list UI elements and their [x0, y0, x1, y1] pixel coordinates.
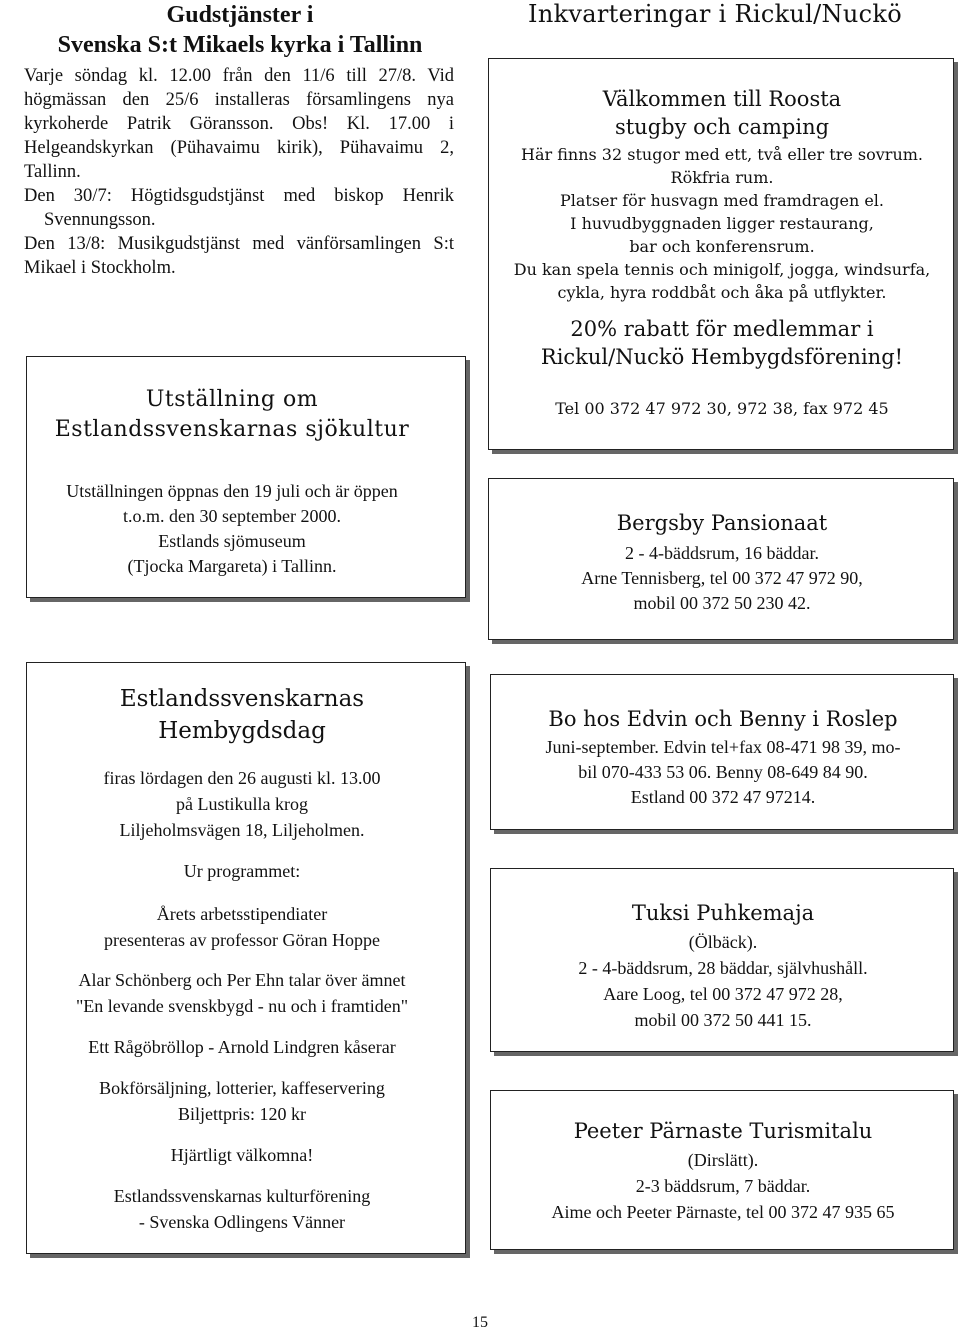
intro-line: firas lördagen den 26 augusti kl. 13.00: [103, 768, 381, 788]
church-item-1: Den 30/7: Högtidsgudstjänst med biskop Henrik Svennungsson.: [24, 186, 454, 230]
exhibition-title: [27, 385, 437, 445]
roslep-details: [491, 735, 955, 810]
signature-line: Estlandssvenskarnas kulturförening: [113, 1186, 371, 1206]
bergsby-details: [489, 541, 955, 616]
roosta-discount-line2: Rickul/Nuckö Hembygdsförening!: [540, 345, 904, 369]
organizer-signature: [27, 1183, 457, 1235]
roosta-phone: Tel 00 372 47 972 30, 972 38, fax 972 45: [555, 399, 889, 418]
peeter-box: [490, 1090, 954, 1250]
church-title-line1: Gudstjänster i: [166, 2, 314, 28]
hembygdsdag-intro: [27, 765, 457, 843]
roosta-line: Platser för husvagn med framdragen el.: [559, 191, 885, 210]
exhibition-title-line2: Estlandssvenskarnas sjökultur: [54, 417, 410, 442]
program-item-1: [27, 901, 457, 953]
church-paragraph: Varje söndag kl. 12.00 från den 11/6 till 27/8. Vid högmässan den 25/6 installeras församlingens nya kyrkoherde Patrik Göransson. Obs! Kl. 17.00 i Helgeandskyrkan (Pühavaimu kirik), Pühavaimu 2, Tallinn.: [24, 66, 454, 182]
roslep-line: Juni-september. Edvin tel+fax 08-471 98 39, mo-: [545, 737, 901, 757]
program-line: Bokförsäljning, lotterier, kaffeservering: [99, 1078, 385, 1098]
roosta-line: Du kan spela tennis och minigolf, jogga, windsurfa,: [513, 260, 931, 279]
exhibition-line-2: t.o.m. den 30 september 2000.: [123, 506, 341, 526]
exhibition-box: [26, 356, 466, 598]
tuksi-line: Aare Loog, tel 00 372 47 972 28,: [603, 984, 843, 1004]
roslep-box: [490, 674, 954, 830]
welcome-text: Hjärtligt välkomna!: [170, 1145, 314, 1165]
hembygdsdag-title-line2: Hembygdsdag: [158, 718, 326, 744]
roslep-line: Estland 00 372 47 97214.: [630, 787, 816, 807]
program-item-2: [27, 967, 457, 1019]
roosta-line: Rökfria rum.: [670, 168, 774, 187]
roosta-line: bar och konferensrum.: [629, 237, 815, 256]
program-line: presenteras av professor Göran Hoppe: [104, 930, 380, 950]
hembygdsdag-box: [26, 662, 466, 1254]
church-title-line2: Svenska S:t Mikaels kyrka i Tallinn: [57, 32, 423, 58]
church-services-text: [24, 64, 454, 280]
intro-line: Liljeholmsvägen 18, Liljeholmen.: [119, 820, 365, 840]
roslep-title: Bo hos Edvin och Benny i Roslep: [548, 707, 898, 731]
roosta-discount: [489, 315, 955, 371]
tuksi-title: Tuksi Puhkemaja: [631, 901, 815, 925]
program-item-3: Ett Rågöbröllop - Arnold Lindgren kåserar: [88, 1037, 396, 1057]
program-line: Alar Schönberg och Per Ehn talar över ämnet: [78, 970, 406, 990]
roosta-line: I huvudbyggnaden ligger restaurang,: [570, 214, 874, 233]
roosta-details: [489, 143, 955, 304]
tuksi-box: [490, 868, 954, 1052]
program-line: Årets arbetsstipendiater: [156, 904, 328, 924]
roosta-box: [488, 58, 954, 450]
exhibition-line-1: Utställningen öppnas den 19 juli och är öppen: [66, 481, 398, 501]
peeter-line: (Dirslätt).: [687, 1150, 759, 1170]
exhibition-line-3: Estlands sjömuseum: [158, 531, 306, 551]
tuksi-line: (Ölbäck).: [688, 932, 758, 952]
roosta-line: cykla, hyra roddbåt och åka på utflykter.: [557, 283, 887, 302]
lodging-heading: Inkvarteringar i Rickul/Nuckö: [528, 0, 902, 28]
roosta-title-line1: Välkommen till Roosta: [602, 87, 842, 111]
roosta-title: [489, 85, 955, 141]
peeter-line: Aime och Peeter Pärnaste, tel 00 372 47 935 65: [551, 1202, 895, 1222]
exhibition-text: [27, 479, 437, 579]
bergsby-title: Bergsby Pansionaat: [616, 511, 828, 535]
tuksi-details: [491, 929, 955, 1033]
church-item-2: Den 13/8: Musikgudstjänst med vänförsamlingen S:t Mikael i Stockholm.: [24, 234, 454, 278]
roslep-line: bil 070-433 53 06. Benny 08-649 84 90.: [578, 762, 868, 782]
program-item-4: [27, 1075, 457, 1127]
roosta-title-line2: stugby och camping: [614, 115, 830, 139]
peeter-title: Peeter Pärnaste Turismitalu: [573, 1119, 873, 1143]
page-number: 15: [472, 1314, 488, 1331]
signature-line: - Svenska Odlingens Vänner: [138, 1212, 346, 1232]
bergsby-box: [488, 478, 954, 640]
exhibition-line-4: (Tjocka Margareta) i Tallinn.: [127, 556, 337, 576]
bergsby-line: 2 - 4-bäddsrum, 16 bäddar.: [625, 543, 819, 563]
tuksi-line: 2 - 4-bäddsrum, 28 bäddar, självhushåll.: [578, 958, 868, 978]
peeter-details: [491, 1147, 955, 1225]
bergsby-line: Arne Tennisberg, tel 00 372 47 972 90,: [581, 568, 863, 588]
peeter-line: 2-3 bäddsrum, 7 bäddar.: [635, 1176, 811, 1196]
hembygdsdag-title-line1: Estlandssvenskarnas: [119, 686, 365, 712]
roosta-discount-line1: 20% rabatt för medlemmar i: [570, 317, 874, 341]
intro-line: på Lustikulla krog: [176, 794, 308, 814]
tuksi-line: mobil 00 372 50 441 15.: [634, 1010, 812, 1030]
hembygdsdag-title: [27, 683, 457, 747]
program-line: Biljettpris: 120 kr: [178, 1104, 306, 1124]
church-services-title: [20, 0, 460, 60]
program-line: "En levande svenskbygd - nu och i framtiden": [75, 996, 409, 1016]
roosta-line: Här finns 32 stugor med ett, två eller tre sovrum.: [521, 145, 923, 164]
exhibition-title-line1: Utställning om: [145, 387, 319, 412]
bergsby-line: mobil 00 372 50 230 42.: [633, 593, 811, 613]
program-heading: Ur programmet:: [183, 861, 301, 881]
